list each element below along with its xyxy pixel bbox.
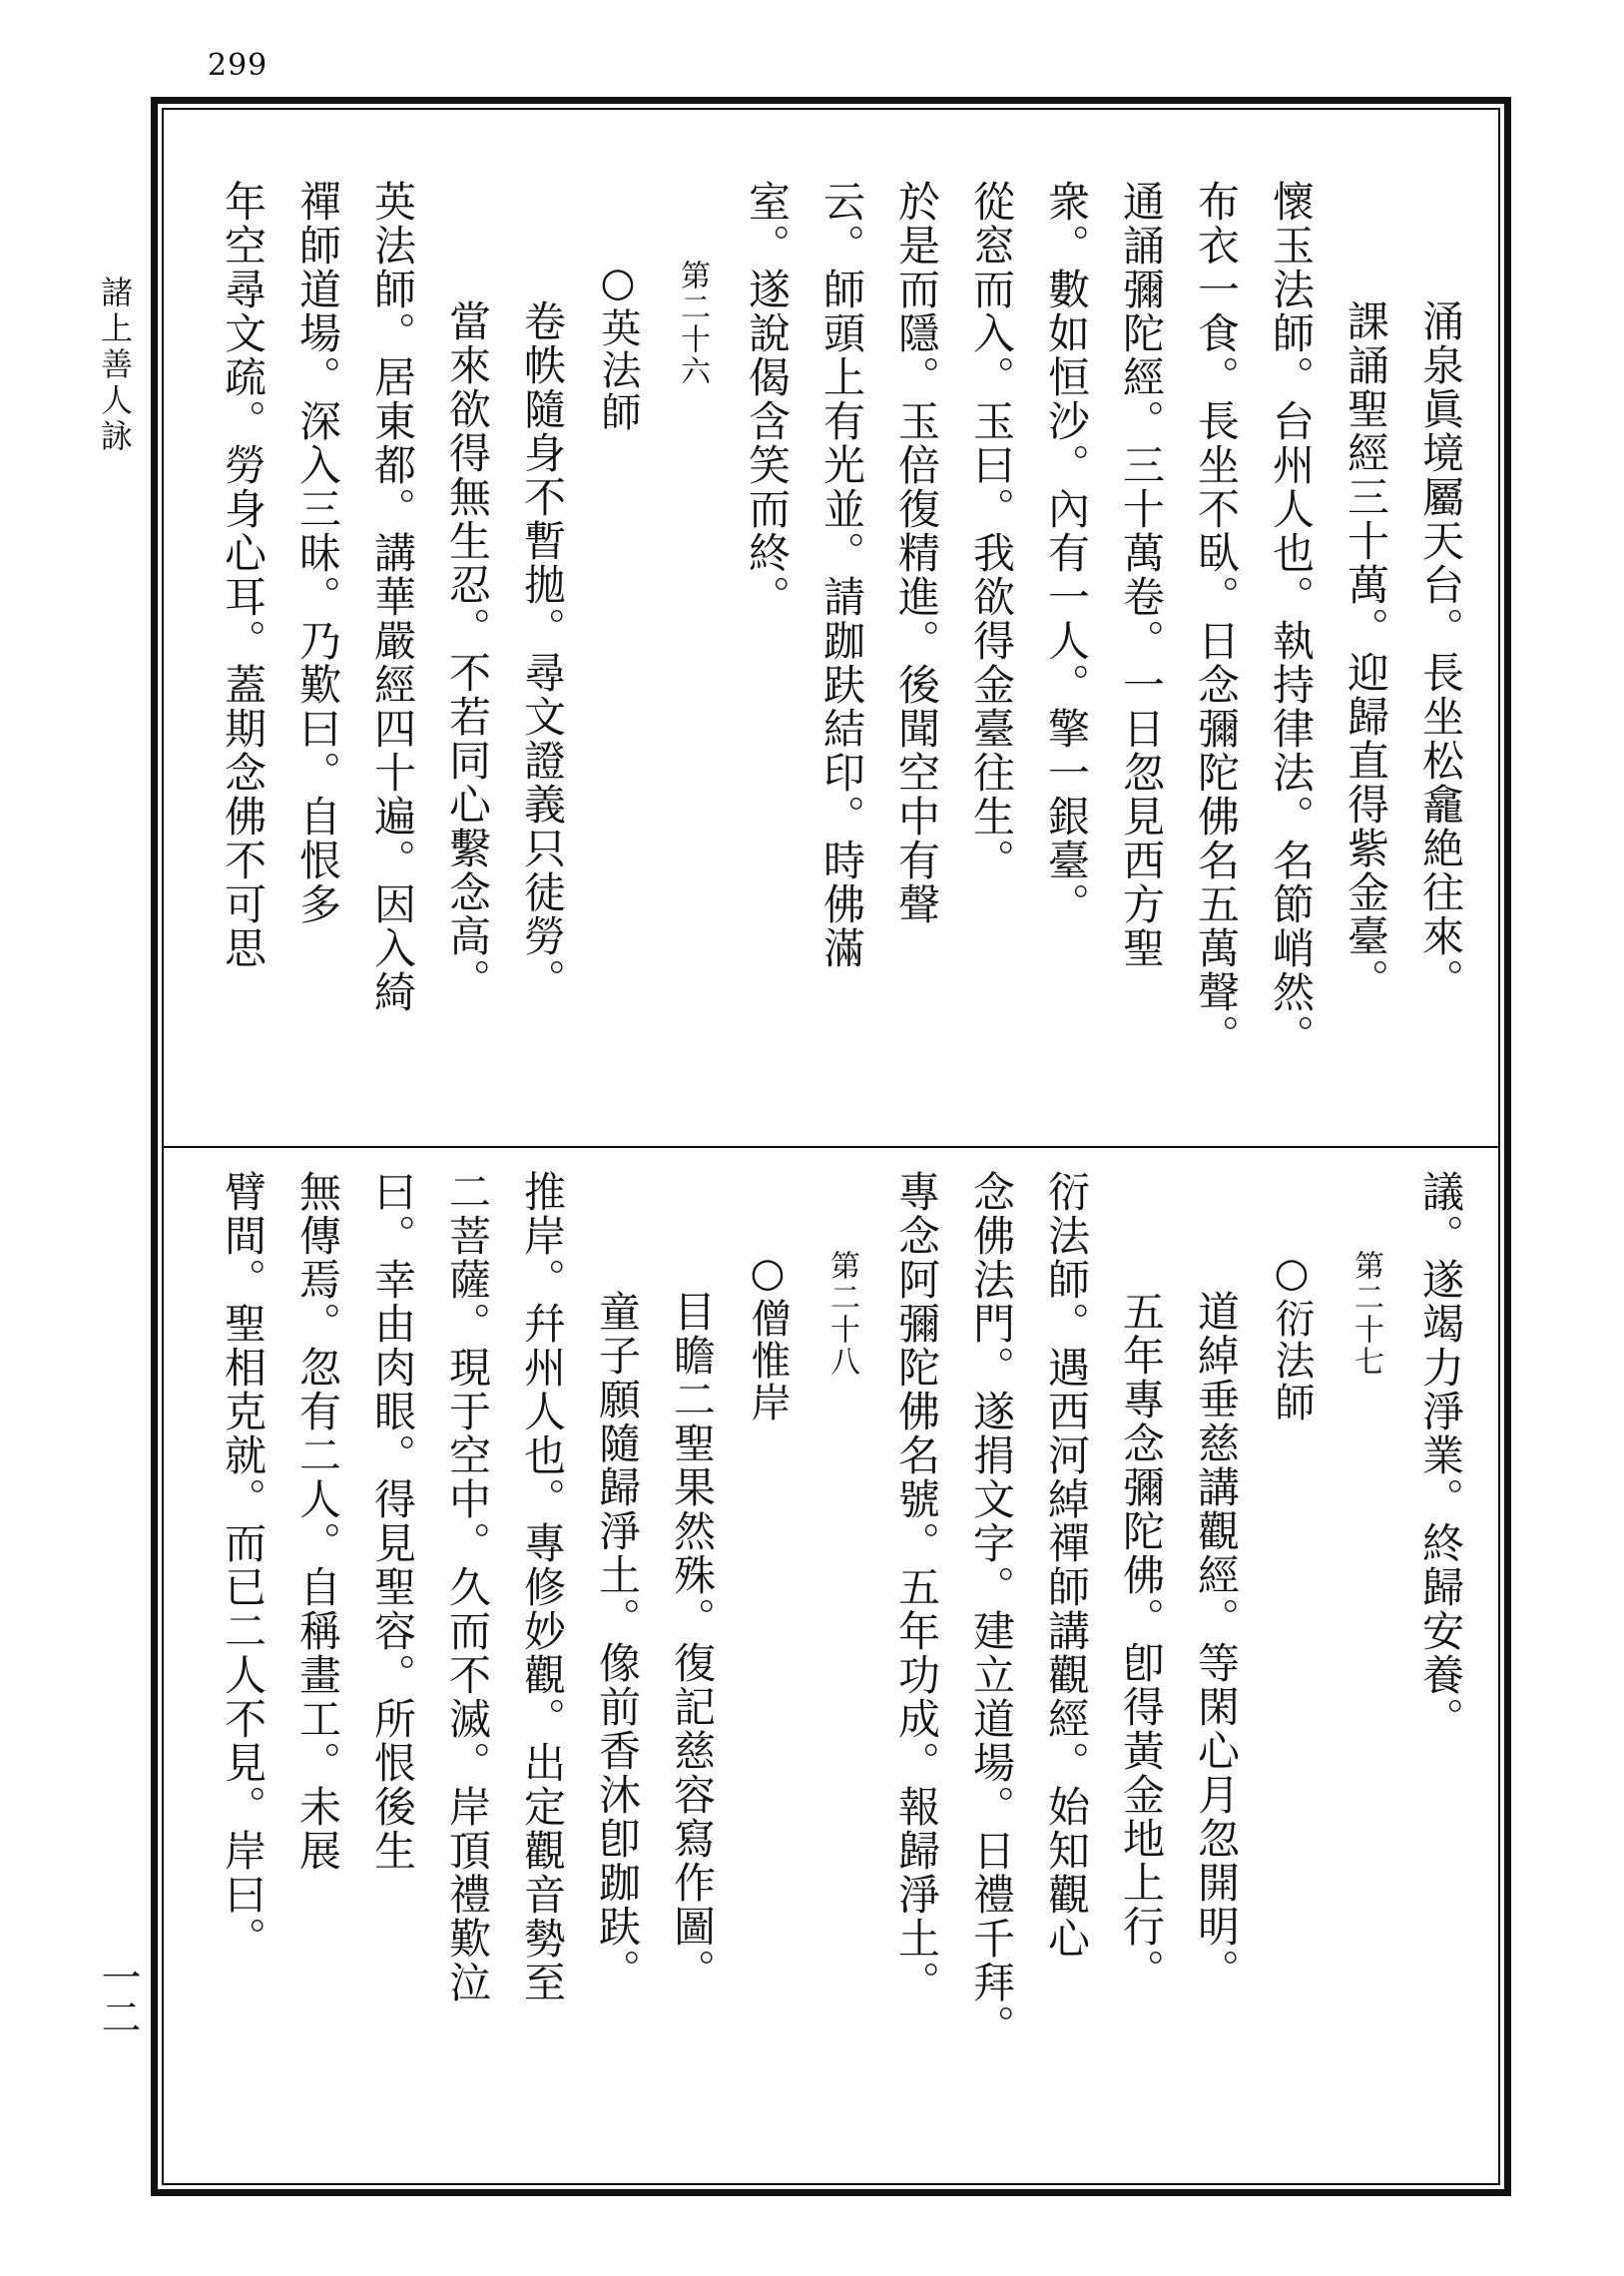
text-column: ○僧惟岸 — [745, 1250, 791, 1423]
text-column: 推岸。幷州人也。專修妙觀。出定觀音勢至 — [518, 1170, 567, 2004]
text-column: 道綽垂慈講觀經。等閑心月忽開明。 — [1192, 1290, 1241, 1992]
folio-number: 一二 — [95, 1957, 141, 2036]
text-column: 通誦彌陀經。三十萬卷。一日忽見西方聖 — [1117, 180, 1166, 970]
text-column: ○衍法師 — [1269, 1250, 1315, 1423]
text-column: 念佛法門。遂捐文字。建立道場。日禮千拜。 — [967, 1170, 1016, 2048]
text-column: 衆。數如恒沙。內有一人。擎一銀臺。 — [1042, 180, 1091, 926]
text-column: 禪師道場。深入三昧。乃歎曰。自恨多 — [293, 180, 342, 926]
text-column: 第二十八 — [824, 1250, 859, 1378]
text-column: 年空尋文疏。勞身心耳。蓋期念佛不可思 — [219, 180, 268, 970]
lower-register-text — [191, 1170, 1478, 2158]
page-number: 299 — [208, 48, 269, 83]
text-column: 英法師。居東都。講華嚴經四十遍。因入綺 — [368, 180, 417, 1014]
running-title: 諸上善人詠 — [96, 276, 134, 455]
text-column: 當來欲得無生忍。不若同心繫念高。 — [443, 299, 492, 1002]
text-column: 涌泉眞境屬天台。長坐松龕絶往來。 — [1416, 299, 1465, 1002]
register-divider — [162, 1146, 1500, 1148]
text-column: 課誦聖經三十萬。迎歸直得紫金臺。 — [1342, 299, 1390, 1002]
text-column: 臂間。聖相克就。而已二人不見。岸曰。 — [219, 1170, 268, 1961]
text-column: 第二十七 — [1349, 1250, 1383, 1378]
text-column: 五年專念彌陀佛。卽得黃金地上行。 — [1117, 1290, 1166, 1992]
text-column: 議。遂竭力淨業。終歸安養。 — [1416, 1170, 1465, 1741]
upper-register-text — [191, 180, 1478, 1118]
text-column: 目瞻二聖果然殊。復記慈容寫作圖。 — [668, 1290, 717, 1992]
text-column: 童子願隨歸淨土。像前香沐卽跏趺。 — [593, 1290, 642, 1992]
text-column: 無傳焉。忽有二人。自稱畫工。未展 — [293, 1170, 342, 1873]
text-column: 從窓而入。玉曰。我欲得金臺往生。 — [967, 180, 1016, 882]
text-column: 於是而隱。玉倍復精進。後聞空中有聲 — [892, 180, 941, 926]
text-column: 布衣一食。長坐不臥。日念彌陀佛名五萬聲。 — [1192, 180, 1241, 1058]
text-column: 懷玉法師。台州人也。執持律法。名節峭然。 — [1267, 180, 1316, 1058]
text-column: 二菩薩。現于空中。久而不滅。岸頂禮歎泣 — [443, 1170, 492, 2004]
text-column: 衍法師。遇西河綽禪師講觀經。始知觀心 — [1042, 1170, 1091, 1961]
text-column: 室。遂說偈含笑而終。 — [743, 180, 792, 619]
text-column: 云。師頭上有光並。請跏趺結印。時佛滿 — [817, 180, 866, 970]
text-column: 專念阿彌陀佛名號。五年功成。報歸淨土。 — [892, 1170, 941, 2004]
text-column: 第二十六 — [675, 260, 710, 387]
text-column: 曰。幸由肉眼。得見聖容。所恨後生 — [368, 1170, 417, 1873]
text-column: 卷帙隨身不暫拋。尋文證義只徒勞。 — [518, 299, 567, 1002]
text-column: ○英法師 — [595, 260, 641, 433]
